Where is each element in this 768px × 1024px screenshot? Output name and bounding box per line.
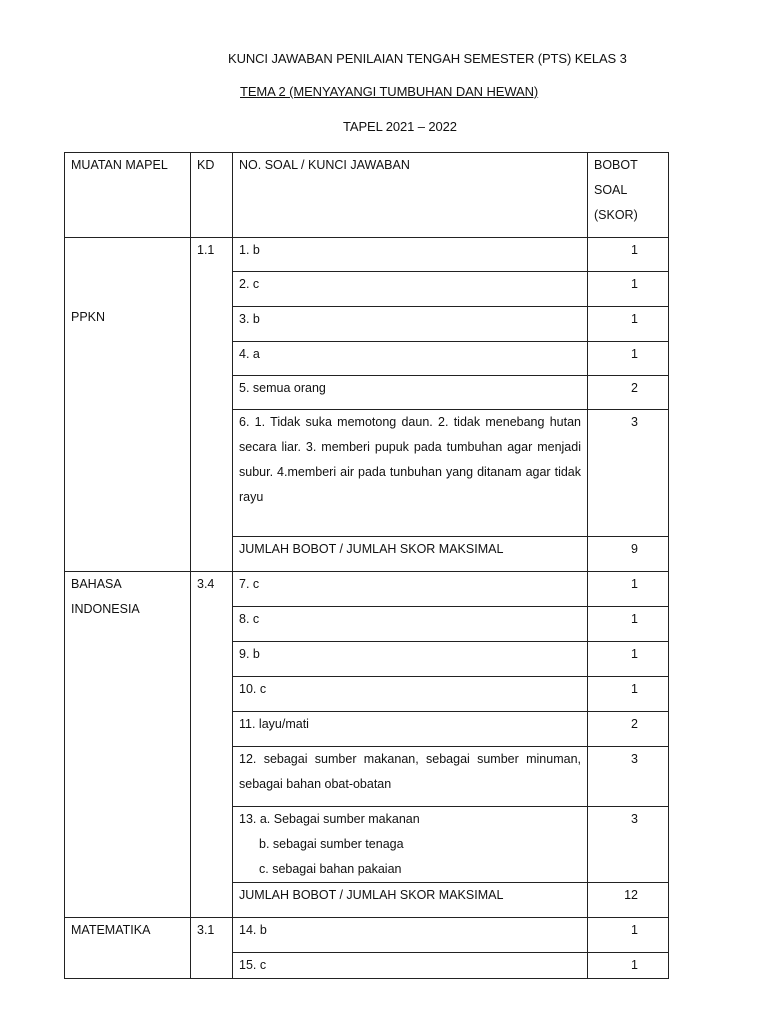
answer-key-table (64, 152, 669, 979)
answer-cell: 14. b (233, 918, 588, 953)
score-cell: 1 (588, 342, 669, 376)
total-score: 12 (588, 883, 669, 918)
score-cell: 1 (588, 272, 669, 307)
answer-cell: 3. b (233, 307, 588, 342)
header-score-line2: SOAL (594, 183, 628, 197)
table-row (65, 918, 669, 953)
header-score-line3: (SKOR) (594, 208, 638, 222)
answer-cell: 4. a (233, 342, 588, 376)
score-cell: 1 (588, 238, 669, 272)
document-theme: TEMA 2 (MENYAYANGI TUMBUHAN DAN HEWAN) (240, 84, 539, 99)
score-cell: 1 (588, 677, 669, 712)
score-cell: 1 (588, 307, 669, 342)
kd-bahasa: 3.4 (191, 572, 233, 918)
answer-cell: 5. semua orang (233, 376, 588, 410)
answer-cell: 10. c (233, 677, 588, 712)
header-subject: MUATAN MAPEL (65, 153, 191, 238)
document-year: TAPEL 2021 – 2022 (343, 119, 457, 134)
answer-13-line-a: 13. a. Sebagai sumber makanan (239, 812, 420, 826)
answer-cell: 8. c (233, 607, 588, 642)
header-answer: NO. SOAL / KUNCI JAWABAN (233, 153, 588, 238)
subject-bahasa-line2: INDONESIA (71, 602, 140, 616)
score-cell: 1 (588, 953, 669, 979)
table-header-row (65, 153, 669, 238)
answer-cell: 15. c (233, 953, 588, 979)
answer-cell: 12. sebagai sumber makanan, sebagai sumber minuman, sebagai bahan obat-obatan (233, 747, 588, 807)
answer-13-line-c: c. sebagai bahan pakaian (259, 862, 402, 876)
answer-cell: 7. c (233, 572, 588, 607)
subject-matematika: MATEMATIKA (65, 918, 191, 979)
score-cell: 2 (588, 376, 669, 410)
score-cell: 3 (588, 807, 669, 883)
subject-ppkn-label: PPKN (71, 310, 106, 324)
total-score: 9 (588, 537, 669, 572)
answer-13-line-b: b. sebagai sumber tenaga (259, 837, 404, 851)
score-cell: 3 (588, 747, 669, 807)
answer-cell: 1. b (233, 238, 588, 272)
score-cell: 1 (588, 642, 669, 677)
score-cell: 1 (588, 572, 669, 607)
subject-bahasa (65, 572, 191, 918)
score-cell: 3 (588, 410, 669, 537)
score-cell: 1 (588, 918, 669, 953)
kd-ppkn: 1.1 (191, 238, 233, 572)
header-score-line1: BOBOT (594, 158, 638, 172)
kd-matematika: 3.1 (191, 918, 233, 979)
answer-cell: 2. c (233, 272, 588, 307)
answer-cell: 9. b (233, 642, 588, 677)
header-kd: KD (191, 153, 233, 238)
table-row (65, 572, 669, 607)
answer-cell: 6. 1. Tidak suka memotong daun. 2. tidak menebang hutan secara liar. 3. memberi pupuk pada tumbuhan agar menjadi subur. 4.memberi air pada tunbuhan yang ditanam agar tidak rayu (233, 410, 588, 537)
score-cell: 1 (588, 607, 669, 642)
subject-bahasa-line1: BAHASA (71, 577, 122, 591)
header-score (588, 153, 669, 238)
score-cell: 2 (588, 712, 669, 747)
subject-ppkn (65, 238, 191, 572)
total-label: JUMLAH BOBOT / JUMLAH SKOR MAKSIMAL (233, 537, 588, 572)
total-label: JUMLAH BOBOT / JUMLAH SKOR MAKSIMAL (233, 883, 588, 918)
document-title: KUNCI JAWABAN PENILAIAN TENGAH SEMESTER (PTS) KELAS 3 (228, 51, 627, 66)
table-row (65, 238, 669, 272)
answer-cell: 11. layu/mati (233, 712, 588, 747)
answer-cell-13 (233, 807, 588, 883)
